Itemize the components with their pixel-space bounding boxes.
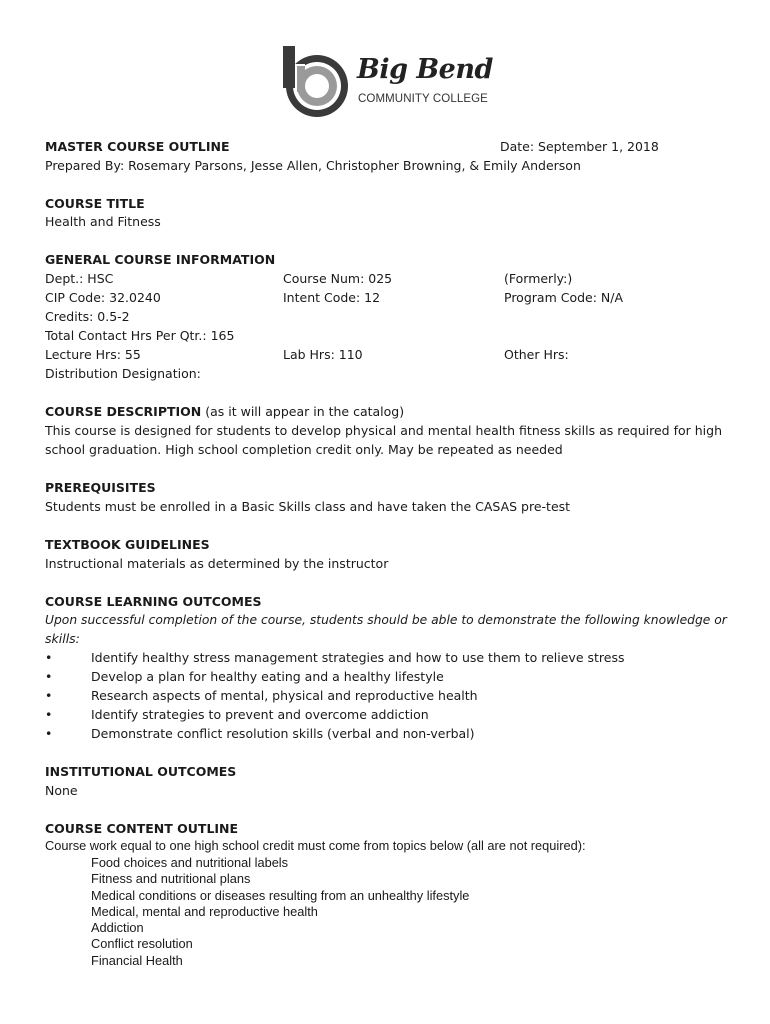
content-topic: Financial Health <box>91 953 183 968</box>
distribution-field: Distribution Designation: <box>45 366 201 381</box>
bullet-icon: • <box>45 707 53 722</box>
bullet-icon: • <box>45 650 53 665</box>
outcomes-intro-line-2: skills: <box>45 631 80 646</box>
bullet-icon: • <box>45 669 53 684</box>
document-date: Date: September 1, 2018 <box>500 139 659 154</box>
description-note: (as it will appear in the catalog) <box>201 404 405 419</box>
prepared-by: Prepared By: Rosemary Parsons, Jesse Allen, Christopher Browning, & Emily Anderson <box>45 158 581 173</box>
formerly-field: (Formerly:) <box>504 271 573 286</box>
outcome-item: Research aspects of mental, physical and reproductive health <box>91 688 478 703</box>
cip-code-field: CIP Code: 32.0240 <box>45 290 161 305</box>
textbook-text: Instructional materials as determined by the instructor <box>45 556 389 571</box>
outcomes-heading: COURSE LEARNING OUTCOMES <box>45 594 262 609</box>
dept-field: Dept.: HSC <box>45 271 114 286</box>
prerequisites-text: Students must be enrolled in a Basic Skills class and have taken the CASAS pre-test <box>45 499 571 514</box>
credits-field: Credits: 0.5-2 <box>45 309 130 324</box>
content-topic: Medical conditions or diseases resulting from an unhealthy lifestyle <box>91 888 470 903</box>
content-topic: Conflict resolution <box>91 936 193 951</box>
content-outline-heading: COURSE CONTENT OUTLINE <box>45 821 239 836</box>
course-title-heading: COURSE TITLE <box>45 196 145 211</box>
institutional-heading: INSTITUTIONAL OUTCOMES <box>45 764 237 779</box>
course-num-field: Course Num: 025 <box>283 271 393 286</box>
logo-wordmark: Big Bend <box>357 54 493 85</box>
bullet-icon: • <box>45 688 53 703</box>
description-heading-line <box>45 404 404 420</box>
description-heading: COURSE DESCRIPTION <box>45 404 202 419</box>
bullet-icon: • <box>45 726 53 741</box>
content-outline-intro: Course work equal to one high school credit must come from topics below (all are not required): <box>45 838 586 853</box>
document-title: MASTER COURSE OUTLINE <box>45 139 230 154</box>
outcome-item: Demonstrate conflict resolution skills (verbal and non-verbal) <box>91 726 475 741</box>
content-topic: Fitness and nutritional plans <box>91 871 251 886</box>
logo-subtitle: COMMUNITY COLLEGE <box>358 93 488 105</box>
other-hours-field: Other Hrs: <box>504 347 569 362</box>
lecture-hours-field: Lecture Hrs: 55 <box>45 347 141 362</box>
lab-hours-field: Lab Hrs: 110 <box>283 347 363 362</box>
content-topic: Food choices and nutritional labels <box>91 855 289 870</box>
prerequisites-heading: PREREQUISITES <box>45 480 156 495</box>
intent-code-field: Intent Code: 12 <box>283 290 381 305</box>
content-topic: Medical, mental and reproductive health <box>91 904 318 919</box>
outcome-item: Develop a plan for healthy eating and a healthy lifestyle <box>91 669 444 684</box>
outcomes-intro-line-1: Upon successful completion of the course, students should be able to demonstrate the following knowledge or <box>45 613 727 627</box>
general-info-heading: GENERAL COURSE INFORMATION <box>45 252 276 267</box>
contact-hours-field: Total Contact Hrs Per Qtr.: 165 <box>45 328 235 343</box>
outcome-item: Identify strategies to prevent and overcome addiction <box>91 707 429 722</box>
college-logo <box>281 44 491 122</box>
program-code-field: Program Code: N/A <box>504 290 624 305</box>
outcome-item: Identify healthy stress management strategies and how to use them to relieve stress <box>91 650 625 665</box>
institutional-value: None <box>45 783 78 798</box>
description-line-1: This course is designed for students to develop physical and mental health fitness skills as required for high <box>45 423 722 438</box>
course-title-value: Health and Fitness <box>45 214 161 229</box>
big-bend-logo-mark <box>281 44 357 122</box>
content-topic: Addiction <box>91 920 144 935</box>
description-line-2: school graduation. High school completion credit only. May be repeated as needed <box>45 442 563 457</box>
textbook-heading: TEXTBOOK GUIDELINES <box>45 537 210 552</box>
